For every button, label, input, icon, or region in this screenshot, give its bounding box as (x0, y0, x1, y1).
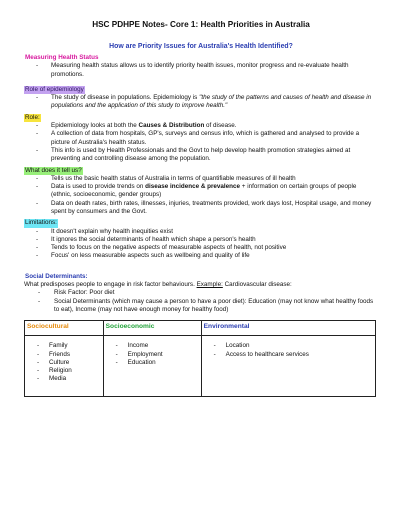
list-item: - Focus' on less measurable aspects such as wellbeing and quality of life (36, 252, 250, 260)
list-item: - Social Determinants (which may cause a person to have a poor diet): Education (may not know what healthy foods to eat), Income (may not have enough money for healthy food) (38, 297, 374, 313)
limitations-heading: Limitations: (25, 219, 57, 227)
list-item: - Income (115, 342, 149, 350)
role-heading: Role: (25, 113, 40, 121)
measuring-section (24, 53, 378, 79)
list-item: - Family (37, 342, 68, 350)
list-item: - Data on death rates, birth rates, illnesses, injuries, treatments provided, work days lost, Hospital usage, and money spent by consumers and the Govt. (36, 199, 372, 215)
list-item: - Tends to focus on the negative aspects of measurable aspects of health, not positive (36, 244, 287, 252)
limitations-section (24, 218, 378, 260)
list-item: - This info is used by Health Professionals and the Govt to help develop health promotion strategies aimed at preventing and controlling disease among the population. (36, 146, 351, 163)
list-item: - Religion (37, 367, 72, 375)
list-item: - Tells us the basic health status of Australia in terms of quantifiable measures of ill health (36, 174, 296, 182)
list-item: - Education (115, 358, 156, 366)
measuring-heading: Measuring Health Status (25, 53, 99, 61)
page-title: HSC PDHPE Notes- Core 1: Health Priorities in Australia (92, 20, 310, 29)
list-item: - It doesn't explain why health inequities exist (36, 227, 173, 235)
role-section (24, 113, 378, 164)
social-heading: Social Determinants: (25, 272, 88, 280)
determinants-table (24, 320, 376, 397)
epidemiology-heading: Role of epidemiology (25, 85, 84, 93)
list-item: - Employment (115, 350, 163, 358)
list-item: - Data is used to provide trends on disease incidence & prevalence + information on certain groups of people (ethnic, socioeconomic, gender groups) (36, 183, 357, 199)
list-item: - Measuring health status allows us to identify priority health issues, monitor progress and re-evaluate health promotions. (36, 62, 349, 78)
tells-heading: What does it tell us? (25, 166, 82, 174)
list-item: - Epidemiology looks at both the Causes & Distribution of disease. (36, 122, 237, 130)
list-item: - It ignores the social determinants of health which shape a person's health (36, 235, 256, 243)
table-cell-sociocultural (25, 336, 104, 397)
list-item: - Risk Factor: Poor diet (38, 289, 115, 297)
table-header-environmental: Environmental (201, 321, 375, 336)
list-item: - The study of disease in populations. Epidemiology is "the study of the patterns and causes of health and disease in populations and the application of this study to improve health." (36, 94, 372, 110)
list-item: - Culture (37, 358, 70, 366)
list-item: - A collection of data from hospitals, GP's, surveys and census info, which is gathered and analysed to provide a picture of Australia's health status. (36, 130, 360, 146)
social-intro: What predisposes people to engage in risk factor behaviours. Example: Cardiovascular disease: (24, 281, 292, 289)
table-cell-socioeconomic (103, 336, 201, 397)
list-item: - Location (213, 342, 250, 350)
list-item: - Friends (37, 350, 70, 358)
table-cell-environmental (201, 336, 375, 397)
tells-section (24, 166, 378, 217)
social-section (24, 272, 378, 397)
table-header-socioeconomic: Socioeconomic (103, 321, 201, 336)
epidemiology-section (24, 85, 378, 111)
table-header-sociocultural: Sociocultural (25, 321, 104, 336)
list-item: - Media (37, 375, 67, 383)
section-question: How are Priority Issues for Australia's Health Identified? (109, 42, 293, 50)
list-item: - Access to healthcare services (213, 350, 309, 358)
